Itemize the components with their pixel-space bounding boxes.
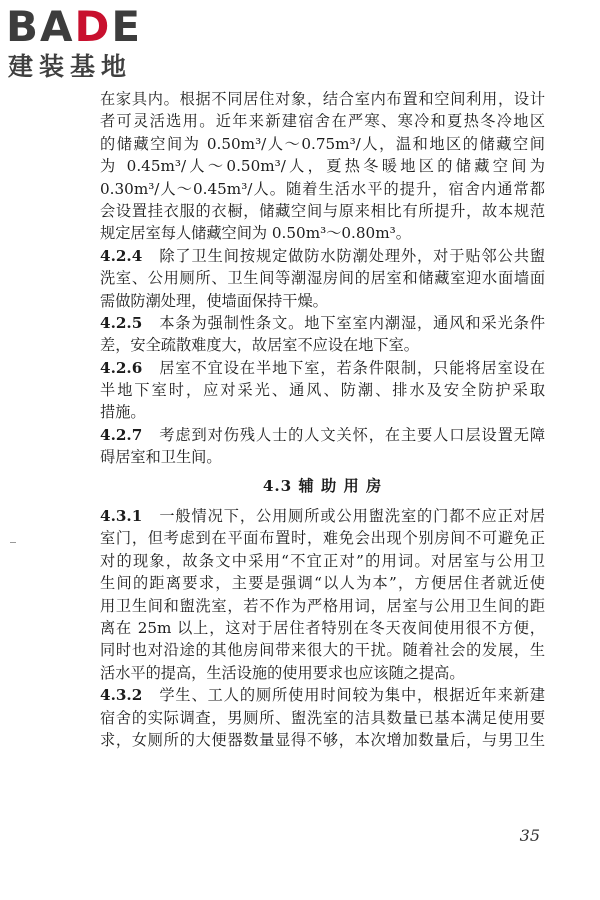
text-line: 宿舍的实际调查，男厕所、盥洗室的洁具数量已基本满足使用要 [100, 708, 545, 727]
text-line: 洗室、公用厕所、卫生间等潮湿房间的居室和储藏室迎水面墙面 [100, 269, 545, 288]
clause-text: 学生、工人的厕所使用时间较为集中，根据近年来新建 [159, 686, 546, 705]
clause-number: 4.3.2 [100, 686, 143, 705]
clause-4-2-5 [100, 312, 545, 357]
clause-4-3-1 [100, 505, 545, 684]
text-line: 为 0.45m³/人～0.50m³/人，夏热冬暖地区的储藏空间为 [100, 157, 545, 176]
text-line: 半地下室时，应对采光、通风、防潮、排水及安全防护采取 [100, 381, 545, 400]
clause-text: 居室不宜设在半地下室，若条件限制，只能将居室设在 [159, 358, 546, 377]
clause-4-3-2 [100, 684, 545, 751]
clause-number: 4.2.7 [100, 425, 143, 444]
clause-number: 4.2.6 [100, 358, 143, 377]
text-line: 0.30m³/人～0.45m³/人。随着生活水平的提升，宿舍内通常都 [100, 179, 545, 198]
text-line: 活水平的提高，生活设施的使用要求也应该随之提高。 [100, 663, 465, 682]
text-line: 在家具内。根据不同居住对象，结合室内布置和空间利用，设计 [100, 90, 545, 108]
document-body [100, 88, 545, 751]
text-line: 室门，但考虑到在平面布置时，难免会出现个别房间不可避免正 [100, 529, 545, 548]
clause-4-2-6 [100, 357, 545, 424]
text-line: 会设置挂衣服的衣橱，储藏空间与原来相比有所提升，故本规范 [100, 201, 545, 220]
logo-wordmark-left: BA [6, 2, 75, 51]
clause-number: 4.2.4 [100, 246, 143, 265]
text-line: 需做防潮处理，使墙面保持干燥。 [100, 291, 328, 310]
text-line: 规定居室每人储藏空间为 0.50m³～0.80m³。 [100, 224, 411, 243]
clause-text: 一般情况下，公用厕所或公用盥洗室的门都不应正对居 [159, 507, 546, 526]
text-line: 碍居室和卫生间。 [100, 448, 222, 467]
text-line [100, 424, 545, 446]
logo-subtitle: 建装基地 [8, 52, 133, 81]
clause-number: 4.3.1 [100, 507, 143, 526]
logo-wordmark-right: E [111, 2, 143, 51]
text-line [100, 505, 545, 527]
clause-4-2-7 [100, 424, 545, 469]
clause-text: 除了卫生间按规定做防水防潮处理外，对于贴邻公共盥 [159, 246, 546, 265]
clause-number: 4.2.5 [100, 313, 143, 332]
section-heading: 4.3 辅 助 用 房 [262, 476, 383, 495]
text-line: 离在 25m 以上，这对于居住者特别在冬天夜间使用很不方便， [100, 618, 545, 637]
text-line: 措施。 [100, 403, 146, 422]
text-line [100, 312, 545, 334]
margin-mark [10, 542, 16, 543]
logo-wordmark [6, 4, 142, 50]
paragraph-intro [100, 88, 545, 245]
page-number: 35 [519, 826, 540, 845]
text-line: 对的现象，故条文中采用“不宜正对”的用词。对居室与公用卫 [100, 551, 545, 570]
text-line [100, 684, 545, 706]
text-line: 的储藏空间为 0.50m³/人～0.75m³/人，温和地区的储藏空间 [100, 134, 545, 153]
logo-wordmark-accent: D [74, 2, 112, 51]
text-line [100, 245, 545, 267]
clause-text: 考虑到对伤残人士的人文关怀，在主要人口层设置无障 [159, 425, 546, 444]
text-line: 用卫生间和盥洗室，若不作为严格用词，居室与公用卫生间的距 [100, 596, 545, 615]
text-line: 求，女厕所的大便器数量显得不够，本次增加数量后，与男卫生 [100, 730, 545, 749]
clause-text: 本条为强制性条文。地下室室内潮湿，通风和采光条件 [159, 313, 546, 332]
text-line [100, 357, 545, 379]
text-line: 同时也对沿途的其他房间带来很大的干扰。随着社会的发展，生 [100, 641, 545, 660]
clause-4-2-4 [100, 245, 545, 312]
text-line: 差，安全疏散难度大，故居室不应设在地下室。 [100, 336, 419, 355]
text-line: 生间的距离要求，主要是强调“以人为本”，方便居住者就近使 [100, 574, 545, 593]
site-logo [6, 4, 176, 86]
text-line: 者可灵活选用。近年来新建宿舍在严寒、寒冷和夏热冬冷地区 [100, 112, 545, 131]
